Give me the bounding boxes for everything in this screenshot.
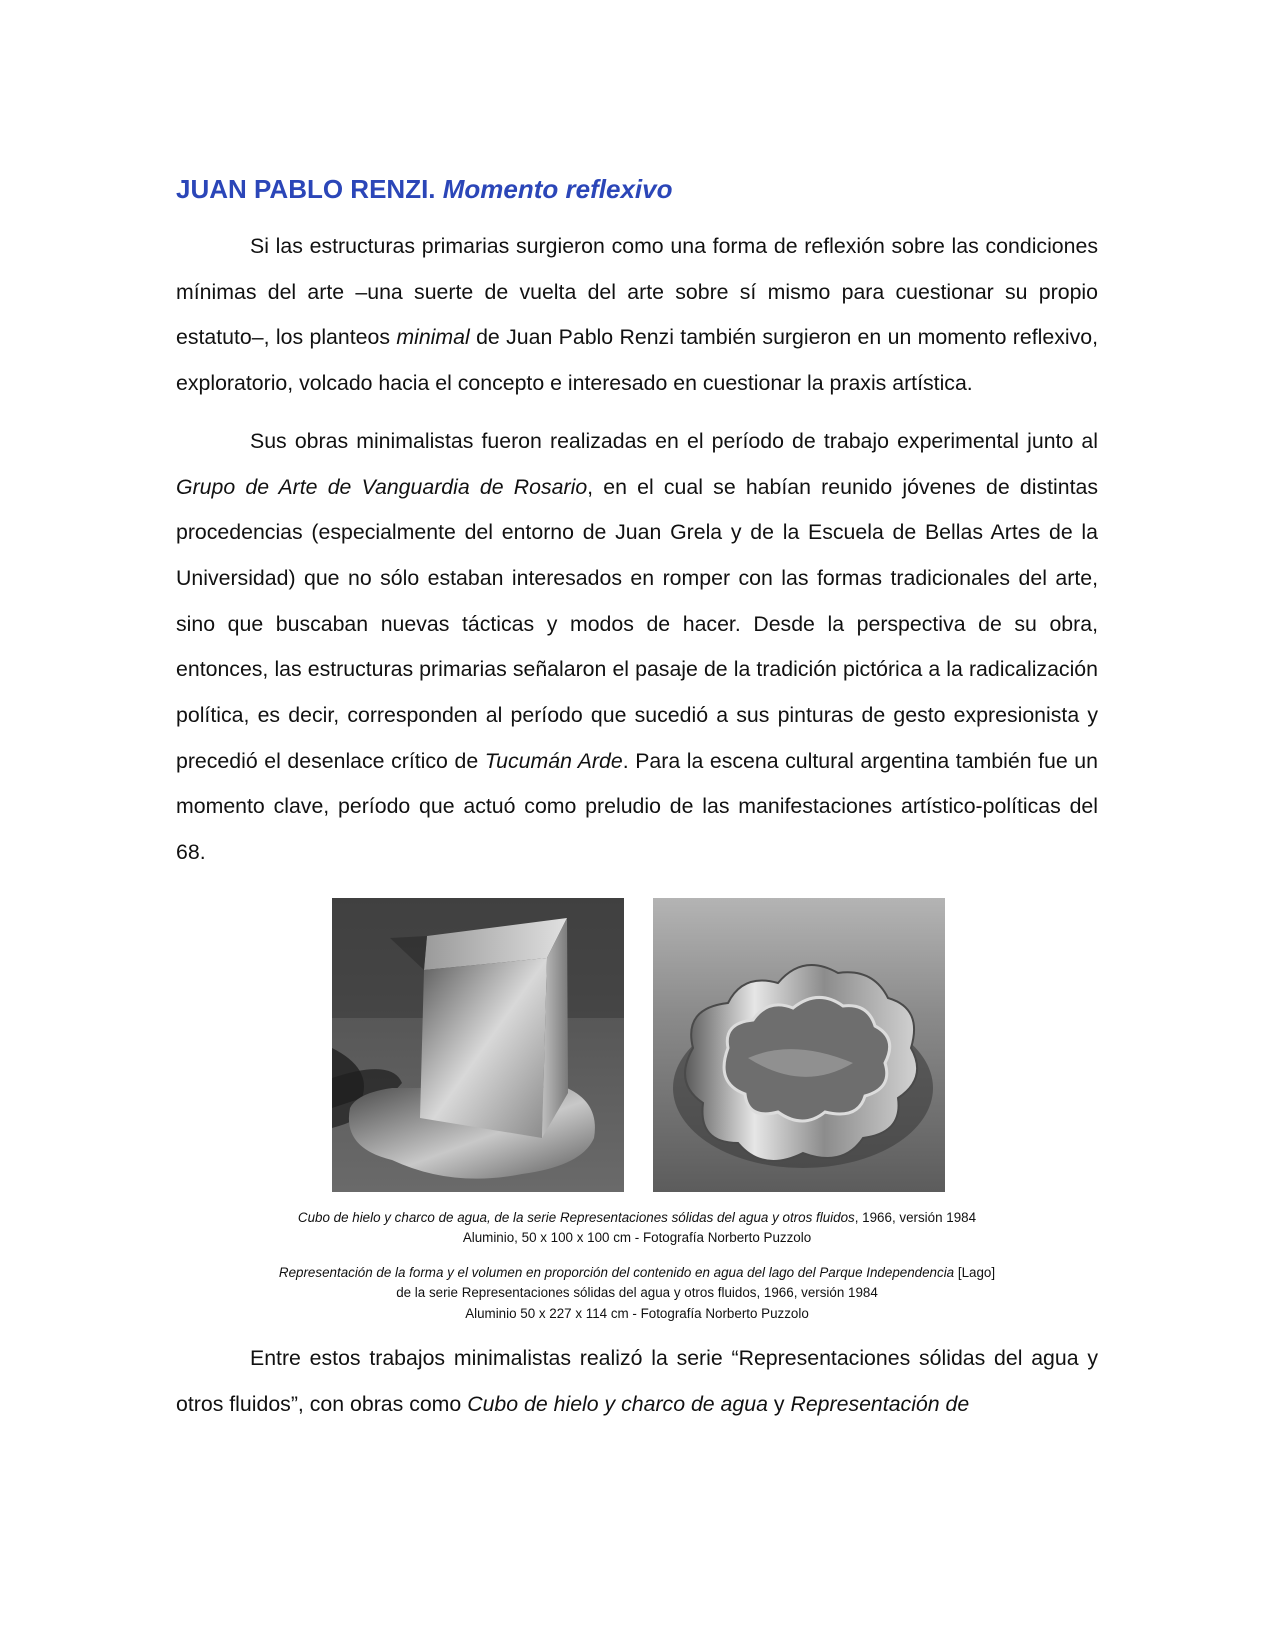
paragraph-1-text-c: de Juan Pablo Renzi también surgieron en un momento reflexivo, exploratorio, volcado hacia el concepto e interesado en cuestionar la praxis artística. bbox=[176, 325, 1098, 396]
document-page bbox=[176, 172, 1098, 1428]
heading-subtitle: Momento reflexivo bbox=[442, 174, 673, 204]
paragraph-3-italic-cubo: Cubo de hielo y charco de agua bbox=[467, 1392, 768, 1417]
paragraph-3-text-c: y bbox=[767, 1392, 791, 1417]
paragraph-1 bbox=[176, 224, 1098, 407]
paragraph-2 bbox=[176, 419, 1098, 876]
paragraph-2-italic-group: Grupo de Arte de Vanguardia de Rosario bbox=[176, 474, 588, 499]
paragraph-3-italic-representacion: Representación de bbox=[790, 1392, 970, 1417]
paragraph-2-text-c: , en el cual se habían reunido jóvenes de distintas procedencias (especialmente del entorno de Juan Grela y de la Escuela de Bellas Artes de la Universidad) que no sólo estaban interesados en romper con las formas tradicionales del arte, sino que buscaban nuevas tácticas y modos de hacer. Desde la perspectiva de su obra, entonces, las estructuras primarias señalaron el pasaje de la tradición pictórica a la radicalización política, es decir, corresponden al período que sucedió a sus pinturas de gesto expresionista y precedió el desenlace crítico de bbox=[176, 474, 1098, 773]
caption-2-line-1 bbox=[176, 1263, 1098, 1284]
caption-2-title: Representación de la forma y el volumen en proporción del contenido en agua del lago del Parque Independencia bbox=[278, 1264, 955, 1280]
paragraph-2-text-a: Sus obras minimalistas fueron realizadas en el período de trabajo experimental junto al bbox=[250, 428, 1098, 453]
caption-1-line-2: Aluminio, 50 x 100 x 100 cm - Fotografía Norberto Puzzolo bbox=[462, 1230, 812, 1246]
paragraph-2-text-e: . Para la escena cultural argentina también fue un momento clave, período que actuó como preludio de las manifestaciones artístico-políticas del 68. bbox=[176, 748, 1098, 865]
caption-1 bbox=[176, 1208, 1098, 1249]
caption-1-date: , 1966, versión 1984 bbox=[854, 1209, 977, 1225]
caption-1-title: Cubo de hielo y charco de agua, de la serie Representaciones sólidas del agua y otros fluidos bbox=[297, 1209, 855, 1225]
paragraph-3 bbox=[176, 1336, 1098, 1427]
paragraph-1-italic-minimal: minimal bbox=[396, 325, 470, 350]
paragraph-2-italic-tucuman: Tucumán Arde bbox=[484, 748, 623, 773]
lake-sculpture-photo bbox=[653, 898, 945, 1192]
paragraph-3-text-a: Entre estos trabajos minimalistas realizó la serie “Representaciones sólidas del agua y otros fluidos”, con obras como bbox=[176, 1346, 1098, 1417]
caption-2-line-2: de la serie Representaciones sólidas del agua y otros fluidos, 1966, versión 1984 bbox=[396, 1285, 878, 1301]
caption-2-tag: [Lago] bbox=[954, 1264, 996, 1280]
caption-2 bbox=[176, 1263, 1098, 1325]
caption-2-line-3: Aluminio 50 x 227 x 114 cm - Fotografía Norberto Puzzolo bbox=[465, 1305, 809, 1321]
section-heading bbox=[176, 172, 1098, 206]
figure-row bbox=[176, 898, 1098, 1194]
paragraph-1-text-a: Si las estructuras primarias surgieron como una forma de reflexión sobre las condiciones mínimas del arte –una suerte de vuelta del arte sobre sí mismo para cuestionar su propio estatuto–, los planteos bbox=[176, 234, 1098, 350]
heading-author: JUAN PABLO RENZI. bbox=[176, 174, 436, 204]
cube-sculpture-photo bbox=[332, 898, 624, 1192]
caption-1-line-1 bbox=[176, 1208, 1098, 1229]
